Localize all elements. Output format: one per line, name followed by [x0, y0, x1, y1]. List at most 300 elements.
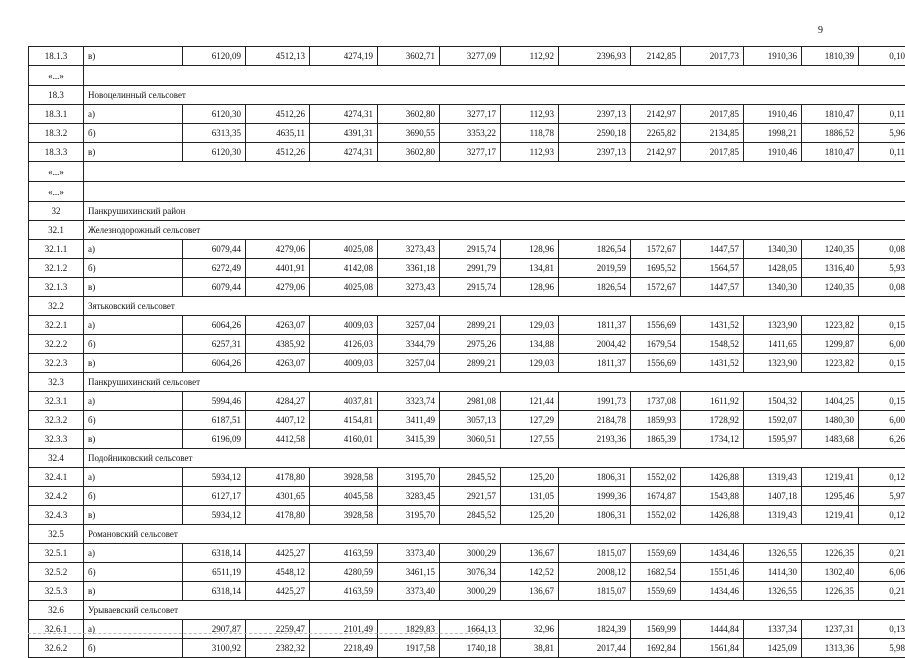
value-cell: 2899,21	[440, 316, 501, 335]
value-cell: 128,96	[501, 278, 559, 297]
value-cell: 6120,30	[183, 143, 246, 162]
value-cell: 142,52	[501, 563, 559, 582]
value-cell: 1679,54	[631, 335, 681, 354]
value-cell: 4635,11	[246, 124, 310, 143]
value-cell: 4279,06	[246, 278, 310, 297]
row-code: 32.4.3	[29, 506, 84, 525]
table-row	[29, 506, 905, 525]
value-cell: 1559,69	[631, 582, 681, 601]
value-cell: 3928,58	[310, 468, 378, 487]
value-cell: 2142,85	[631, 47, 681, 66]
value-cell: 112,93	[501, 105, 559, 124]
value-cell: 2134,85	[681, 124, 744, 143]
value-cell: 1556,69	[631, 316, 681, 335]
value-cell: 1552,02	[631, 468, 681, 487]
value-cell: 4009,03	[310, 354, 378, 373]
row-option: а)	[84, 392, 183, 411]
value-cell: 6196,09	[183, 430, 246, 449]
value-cell: 2193,36	[559, 430, 631, 449]
value-cell: 4548,12	[246, 563, 310, 582]
value-cell: 4301,65	[246, 487, 310, 506]
value-cell: 6313,35	[183, 124, 246, 143]
row-option: в)	[84, 430, 183, 449]
row-option: б)	[84, 124, 183, 143]
value-cell: 3100,92	[183, 639, 246, 658]
value-cell: 4154,81	[310, 411, 378, 430]
table-row	[29, 47, 905, 66]
value-cell: 4163,59	[310, 582, 378, 601]
section-row	[29, 525, 905, 544]
value-cell: 2981,08	[440, 392, 501, 411]
section-code: 32	[29, 202, 84, 221]
table-row	[29, 411, 905, 430]
value-cell: 4178,80	[246, 506, 310, 525]
table-row	[29, 278, 905, 297]
value-cell: 1219,41	[802, 506, 859, 525]
row-code: 32.2.2	[29, 335, 84, 354]
value-cell: 3602,71	[378, 47, 440, 66]
value-cell: 1728,92	[681, 411, 744, 430]
value-cell: 6272,49	[183, 259, 246, 278]
ellipsis-filler	[84, 66, 905, 86]
value-cell: 4385,92	[246, 335, 310, 354]
value-cell: 3602,80	[378, 143, 440, 162]
value-cell: 4512,13	[246, 47, 310, 66]
value-cell: 2008,12	[559, 563, 631, 582]
ellipsis-row	[29, 66, 905, 86]
value-cell: 1414,30	[744, 563, 802, 582]
value-cell: 4142,08	[310, 259, 378, 278]
value-cell: 1316,40	[802, 259, 859, 278]
value-cell: 134,81	[501, 259, 559, 278]
value-cell: 1595,97	[744, 430, 802, 449]
value-cell: 4284,27	[246, 392, 310, 411]
table-row	[29, 335, 905, 354]
value-cell: 4263,07	[246, 354, 310, 373]
value-cell: 4279,06	[246, 240, 310, 259]
value-cell: 3373,40	[378, 582, 440, 601]
value-cell: 1340,30	[744, 240, 802, 259]
value-cell: 3411,49	[378, 411, 440, 430]
row-option: а)	[84, 468, 183, 487]
value-cell: 1886,52	[802, 124, 859, 143]
value-cell: 2265,82	[631, 124, 681, 143]
value-cell: 6,26	[859, 430, 905, 449]
value-cell: 1319,43	[744, 506, 802, 525]
row-option: в)	[84, 582, 183, 601]
value-cell: 6120,30	[183, 105, 246, 124]
value-cell: 1326,55	[744, 582, 802, 601]
value-cell: 0,12	[859, 506, 905, 525]
value-cell: 2397,13	[559, 105, 631, 124]
value-cell: 1826,54	[559, 278, 631, 297]
value-cell: 4263,07	[246, 316, 310, 335]
value-cell: 1404,25	[802, 392, 859, 411]
row-code: 18.1.3	[29, 47, 84, 66]
value-cell: 1299,87	[802, 335, 859, 354]
section-title: Железнодорожный сельсовет	[84, 221, 905, 240]
value-cell: 4274,19	[310, 47, 378, 66]
value-cell: 1829,83	[378, 620, 440, 639]
table-row	[29, 468, 905, 487]
value-cell: 0,21	[859, 582, 905, 601]
row-code: 32.6.2	[29, 639, 84, 658]
row-code: 18.3.1	[29, 105, 84, 124]
row-code: 32.5.2	[29, 563, 84, 582]
table-body	[29, 47, 905, 658]
table-row	[29, 105, 905, 124]
value-cell: 0,08	[859, 240, 905, 259]
value-cell: 5,96	[859, 124, 905, 143]
ellipsis-row	[29, 162, 905, 182]
value-cell: 3283,45	[378, 487, 440, 506]
value-cell: 1811,37	[559, 316, 631, 335]
row-code: 32.6.1	[29, 620, 84, 639]
row-option: б)	[84, 639, 183, 658]
value-cell: 4163,59	[310, 544, 378, 563]
value-cell: 3690,55	[378, 124, 440, 143]
section-title: Панкрушихинский район	[84, 202, 905, 221]
value-cell: 1323,90	[744, 316, 802, 335]
value-cell: 1483,68	[802, 430, 859, 449]
value-cell: 1434,46	[681, 582, 744, 601]
value-cell: 3076,34	[440, 563, 501, 582]
value-cell: 1323,90	[744, 354, 802, 373]
section-code: 32.4	[29, 449, 84, 468]
row-code: 32.1.3	[29, 278, 84, 297]
value-cell: 0,11	[859, 105, 905, 124]
section-row	[29, 601, 905, 620]
value-cell: 125,20	[501, 468, 559, 487]
footer-rule	[28, 633, 498, 634]
value-cell: 3928,58	[310, 506, 378, 525]
value-cell: 4009,03	[310, 316, 378, 335]
value-cell: 6,06	[859, 563, 905, 582]
value-cell: 6511,19	[183, 563, 246, 582]
value-cell: 1692,84	[631, 639, 681, 658]
value-cell: 0,13	[859, 620, 905, 639]
value-cell: 1564,57	[681, 259, 744, 278]
row-code: 18.3.2	[29, 124, 84, 143]
value-cell: 1551,46	[681, 563, 744, 582]
row-option: а)	[84, 240, 183, 259]
value-cell: 1734,12	[681, 430, 744, 449]
value-cell: 134,88	[501, 335, 559, 354]
value-cell: 2991,79	[440, 259, 501, 278]
value-cell: 112,93	[501, 143, 559, 162]
value-cell: 1865,39	[631, 430, 681, 449]
value-cell: 1810,39	[802, 47, 859, 66]
value-cell: 1313,36	[802, 639, 859, 658]
section-code: 18.3	[29, 86, 84, 105]
value-cell: 6187,51	[183, 411, 246, 430]
value-cell: 1559,69	[631, 544, 681, 563]
row-option: б)	[84, 411, 183, 430]
value-cell: 0,21	[859, 544, 905, 563]
value-cell: 129,03	[501, 316, 559, 335]
value-cell: 1428,05	[744, 259, 802, 278]
value-cell: 4160,01	[310, 430, 378, 449]
value-cell: 127,29	[501, 411, 559, 430]
value-cell: 1611,92	[681, 392, 744, 411]
table-row	[29, 430, 905, 449]
value-cell: 6120,09	[183, 47, 246, 66]
value-cell: 3415,39	[378, 430, 440, 449]
value-cell: 1548,52	[681, 335, 744, 354]
value-cell: 1998,21	[744, 124, 802, 143]
value-cell: 1910,46	[744, 143, 802, 162]
value-cell: 1552,02	[631, 506, 681, 525]
ellipsis-filler	[84, 162, 905, 182]
row-code: 32.5.1	[29, 544, 84, 563]
value-cell: 1444,84	[681, 620, 744, 639]
row-option: в)	[84, 354, 183, 373]
section-title: Новоцелинный сельсовет	[84, 86, 905, 105]
value-cell: 3195,70	[378, 506, 440, 525]
value-cell: 3344,79	[378, 335, 440, 354]
value-cell: 1682,54	[631, 563, 681, 582]
ellipsis-filler	[84, 182, 905, 202]
value-cell: 1434,46	[681, 544, 744, 563]
section-title: Панкрушихинский сельсовет	[84, 373, 905, 392]
value-cell: 2184,78	[559, 411, 631, 430]
value-cell: 2899,21	[440, 354, 501, 373]
value-cell: 5,98	[859, 639, 905, 658]
value-cell: 4045,58	[310, 487, 378, 506]
value-cell: 2915,74	[440, 278, 501, 297]
value-cell: 6079,44	[183, 278, 246, 297]
value-cell: 1810,47	[802, 105, 859, 124]
value-cell: 129,03	[501, 354, 559, 373]
ellipsis-mark: «...»	[29, 182, 84, 202]
value-cell: 4280,59	[310, 563, 378, 582]
value-cell: 0,10	[859, 47, 905, 66]
value-cell: 1815,07	[559, 544, 631, 563]
section-row	[29, 221, 905, 240]
section-code: 32.2	[29, 297, 84, 316]
value-cell: 1543,88	[681, 487, 744, 506]
value-cell: 1431,52	[681, 354, 744, 373]
ellipsis-mark: «...»	[29, 162, 84, 182]
row-code: 32.3.2	[29, 411, 84, 430]
value-cell: 1806,31	[559, 468, 631, 487]
value-cell: 2017,85	[681, 143, 744, 162]
value-cell: 1237,31	[802, 620, 859, 639]
value-cell: 2019,59	[559, 259, 631, 278]
table-row	[29, 354, 905, 373]
value-cell: 3000,29	[440, 582, 501, 601]
table-row	[29, 620, 905, 639]
row-code: 32.2.3	[29, 354, 84, 373]
value-cell: 6,00	[859, 411, 905, 430]
value-cell: 1859,93	[631, 411, 681, 430]
value-cell: 6,00	[859, 335, 905, 354]
value-cell: 1569,99	[631, 620, 681, 639]
value-cell: 6318,14	[183, 582, 246, 601]
row-option: в)	[84, 278, 183, 297]
row-option: а)	[84, 105, 183, 124]
section-code: 32.1	[29, 221, 84, 240]
value-cell: 5,93	[859, 259, 905, 278]
value-cell: 3257,04	[378, 354, 440, 373]
row-code: 32.3.3	[29, 430, 84, 449]
value-cell: 4512,26	[246, 105, 310, 124]
value-cell: 3461,15	[378, 563, 440, 582]
value-cell: 4037,81	[310, 392, 378, 411]
value-cell: 112,92	[501, 47, 559, 66]
value-cell: 1917,58	[378, 639, 440, 658]
row-option: б)	[84, 335, 183, 354]
value-cell: 3060,51	[440, 430, 501, 449]
ellipsis-mark: «...»	[29, 66, 84, 86]
value-cell: 1426,88	[681, 506, 744, 525]
value-cell: 1572,67	[631, 240, 681, 259]
value-cell: 1504,32	[744, 392, 802, 411]
table-row	[29, 316, 905, 335]
value-cell: 1556,69	[631, 354, 681, 373]
section-row	[29, 202, 905, 221]
section-title: Подойниковский сельсовет	[84, 449, 905, 468]
value-cell: 2017,44	[559, 639, 631, 658]
value-cell: 125,20	[501, 506, 559, 525]
value-cell: 1806,31	[559, 506, 631, 525]
value-cell: 1480,30	[802, 411, 859, 430]
value-cell: 1407,18	[744, 487, 802, 506]
value-cell: 4178,80	[246, 468, 310, 487]
value-cell: 1737,08	[631, 392, 681, 411]
row-code: 18.3.3	[29, 143, 84, 162]
value-cell: 1910,46	[744, 105, 802, 124]
value-cell: 1431,52	[681, 316, 744, 335]
section-code: 32.5	[29, 525, 84, 544]
value-cell: 2218,49	[310, 639, 378, 658]
value-cell: 6257,31	[183, 335, 246, 354]
value-cell: 4512,26	[246, 143, 310, 162]
value-cell: 2845,52	[440, 468, 501, 487]
value-cell: 5934,12	[183, 506, 246, 525]
value-cell: 32,96	[501, 620, 559, 639]
row-code: 32.4.2	[29, 487, 84, 506]
row-code: 32.5.3	[29, 582, 84, 601]
value-cell: 118,78	[501, 124, 559, 143]
value-cell: 2396,93	[559, 47, 631, 66]
value-cell: 1999,36	[559, 487, 631, 506]
value-cell: 1295,46	[802, 487, 859, 506]
value-cell: 5934,12	[183, 468, 246, 487]
row-option: а)	[84, 620, 183, 639]
row-option: а)	[84, 316, 183, 335]
value-cell: 1319,43	[744, 468, 802, 487]
value-cell: 3195,70	[378, 468, 440, 487]
value-cell: 1815,07	[559, 582, 631, 601]
value-cell: 4412,58	[246, 430, 310, 449]
section-code: 32.3	[29, 373, 84, 392]
section-title: Романовский сельсовет	[84, 525, 905, 544]
value-cell: 4407,12	[246, 411, 310, 430]
value-cell: 2142,97	[631, 105, 681, 124]
value-cell: 4401,91	[246, 259, 310, 278]
value-cell: 1991,73	[559, 392, 631, 411]
value-cell: 2142,97	[631, 143, 681, 162]
section-row	[29, 297, 905, 316]
value-cell: 1223,82	[802, 354, 859, 373]
value-cell: 2915,74	[440, 240, 501, 259]
value-cell: 4274,31	[310, 143, 378, 162]
value-cell: 1592,07	[744, 411, 802, 430]
value-cell: 1302,40	[802, 563, 859, 582]
ellipsis-row	[29, 182, 905, 202]
row-option: а)	[84, 544, 183, 563]
section-row	[29, 373, 905, 392]
value-cell: 0,15	[859, 354, 905, 373]
value-cell: 1337,34	[744, 620, 802, 639]
value-cell: 4126,03	[310, 335, 378, 354]
value-cell: 1425,09	[744, 639, 802, 658]
value-cell: 4025,08	[310, 240, 378, 259]
row-code: 32.1.2	[29, 259, 84, 278]
value-cell: 127,55	[501, 430, 559, 449]
value-cell: 0,11	[859, 143, 905, 162]
value-cell: 1826,54	[559, 240, 631, 259]
value-cell: 1219,41	[802, 468, 859, 487]
value-cell: 3277,17	[440, 143, 501, 162]
value-cell: 3273,43	[378, 240, 440, 259]
value-cell: 2921,57	[440, 487, 501, 506]
value-cell: 1447,57	[681, 278, 744, 297]
row-code: 32.2.1	[29, 316, 84, 335]
value-cell: 0,12	[859, 468, 905, 487]
value-cell: 5994,46	[183, 392, 246, 411]
value-cell: 3057,13	[440, 411, 501, 430]
value-cell: 1226,35	[802, 582, 859, 601]
value-cell: 1810,47	[802, 143, 859, 162]
table-row	[29, 392, 905, 411]
value-cell: 6064,26	[183, 316, 246, 335]
value-cell: 2004,42	[559, 335, 631, 354]
value-cell: 2590,18	[559, 124, 631, 143]
value-cell: 136,67	[501, 582, 559, 601]
value-cell: 2907,87	[183, 620, 246, 639]
value-cell: 4025,08	[310, 278, 378, 297]
row-option: в)	[84, 47, 183, 66]
value-cell: 1561,84	[681, 639, 744, 658]
row-code: 32.4.1	[29, 468, 84, 487]
row-option: б)	[84, 487, 183, 506]
value-cell: 1411,65	[744, 335, 802, 354]
value-cell: 4274,31	[310, 105, 378, 124]
value-cell: 3273,43	[378, 278, 440, 297]
section-code: 32.6	[29, 601, 84, 620]
value-cell: 3257,04	[378, 316, 440, 335]
value-cell: 1674,87	[631, 487, 681, 506]
row-option: б)	[84, 259, 183, 278]
value-cell: 3373,40	[378, 544, 440, 563]
value-cell: 2259,47	[246, 620, 310, 639]
section-title: Урываевский сельсовет	[84, 601, 905, 620]
value-cell: 131,05	[501, 487, 559, 506]
value-cell: 1240,35	[802, 278, 859, 297]
value-cell: 3602,80	[378, 105, 440, 124]
row-option: в)	[84, 143, 183, 162]
table-row	[29, 259, 905, 278]
value-cell: 121,44	[501, 392, 559, 411]
table-row	[29, 240, 905, 259]
value-cell: 6127,17	[183, 487, 246, 506]
value-cell: 2017,85	[681, 105, 744, 124]
value-cell: 128,96	[501, 240, 559, 259]
value-cell: 4391,31	[310, 124, 378, 143]
value-cell: 2017,73	[681, 47, 744, 66]
